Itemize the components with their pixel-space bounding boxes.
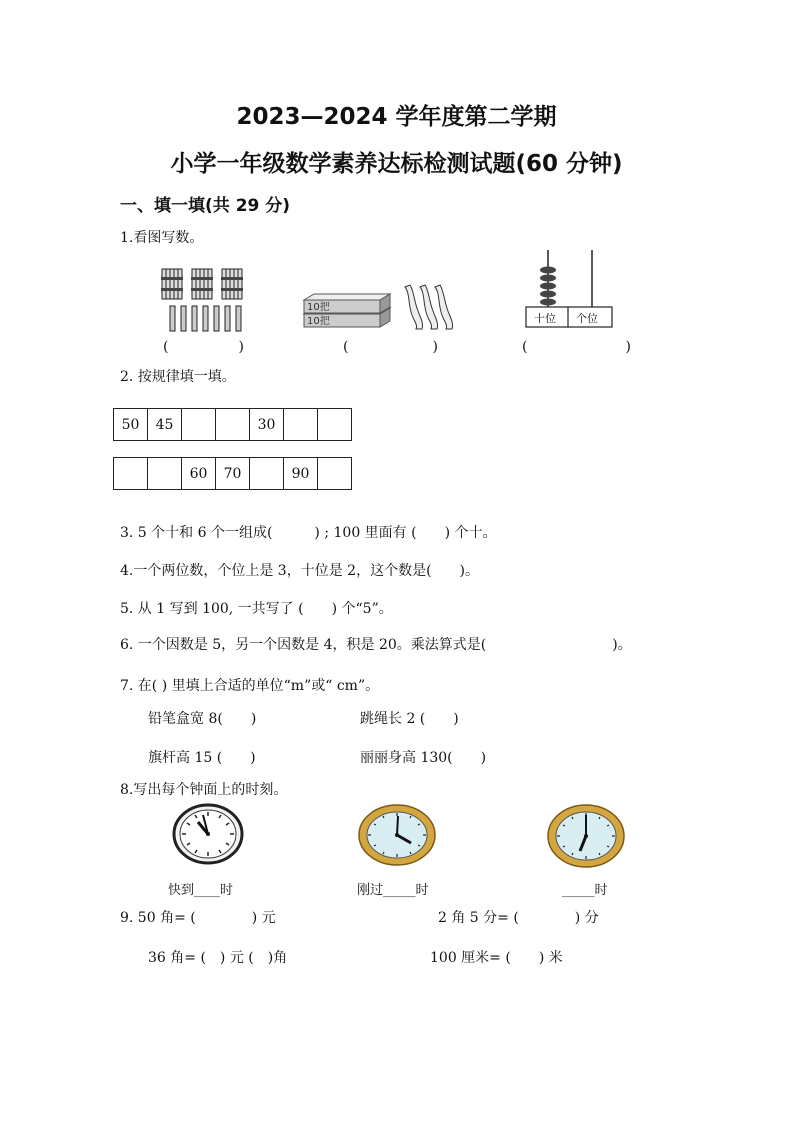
q7-item-flagpole: 旗杆高 15 ( ) — [148, 750, 256, 766]
seq2-cell: 70 — [216, 458, 250, 490]
books-rulers-figure — [300, 288, 392, 330]
clock-2-caption[interactable]: 刚过_____时 — [357, 883, 429, 898]
seq2-blank-cell[interactable] — [318, 458, 352, 490]
bundle-2 — [191, 269, 213, 299]
q7-item-pencil-box: 铅笔盒宽 8( ) — [148, 711, 257, 727]
answer-blank-2[interactable]: ( ) — [343, 339, 438, 355]
question-6: 6. 一个因数是 5，另一个因数是 4，积是 20。乘法算式是( )。 — [120, 637, 632, 653]
question-8: 8.写出每个钟面上的时刻。 — [120, 782, 288, 798]
abacus-tens-label: 十位 — [534, 312, 556, 325]
seq2-blank-cell[interactable] — [114, 458, 148, 490]
question-5: 5. 从 1 写到 100, 一共写了 ( ) 个“5”。 — [120, 601, 393, 617]
stick-bundles-figure — [158, 265, 250, 333]
question-9-item-3: 36 角= ( ) 元 ( )角 — [148, 950, 288, 966]
question-9-item-1: 9. 50 角= ( ) 元 — [120, 910, 276, 926]
question-3: 3. 5 个十和 6 个一组成( ) ; 100 里面有 ( ) 个十。 — [120, 525, 497, 541]
seq1-blank-cell[interactable] — [216, 409, 250, 441]
seq1-cell: 30 — [250, 409, 284, 441]
seq2-blank-cell[interactable] — [148, 458, 182, 490]
seq1-blank-cell[interactable] — [284, 409, 318, 441]
rulers-figure — [402, 283, 454, 331]
clock-1-caption[interactable]: 快到____时 — [168, 883, 234, 898]
book-label-top: 10把 — [307, 302, 330, 313]
page-title-line1: 2023—2024 学年度第二学期 — [236, 104, 557, 130]
seq1-cell: 45 — [148, 409, 182, 441]
question-9-item-2: 2 角 5 分= ( ) 分 — [438, 910, 599, 926]
seq1-blank-cell[interactable] — [182, 409, 216, 441]
answer-blank-3[interactable]: ( ) — [522, 339, 631, 355]
q7-item-jump-rope: 跳绳长 2 ( ) — [360, 711, 459, 727]
seq1-blank-cell[interactable] — [318, 409, 352, 441]
sequence-table-1 — [113, 408, 352, 441]
bundle-3 — [221, 269, 243, 299]
seq2-cell: 90 — [284, 458, 318, 490]
book-label-bottom: 10把 — [307, 316, 330, 327]
question-1: 1.看图写数。 — [120, 230, 204, 246]
question-7: 7. 在( ) 里填上合适的单位“m”或“ cm”。 — [120, 678, 380, 694]
abacus-figure — [524, 248, 616, 330]
seq2-blank-cell[interactable] — [250, 458, 284, 490]
sequence-table-2 — [113, 457, 352, 490]
seq1-cell: 50 — [114, 409, 148, 441]
question-2: 2. 按规律填一填。 — [120, 369, 236, 385]
question-9-item-4: 100 厘米= ( ) 米 — [430, 950, 563, 966]
bundle-1 — [161, 269, 183, 299]
page-title-line2: 小学一年级数学素养达标检测试题(60 分钟) — [170, 151, 623, 177]
abacus-ones-label: 个位 — [576, 312, 598, 325]
clock-1-icon — [172, 803, 244, 865]
single-sticks — [170, 306, 241, 331]
clock-2-icon — [357, 803, 437, 867]
seq2-cell: 60 — [182, 458, 216, 490]
question-4: 4.一个两位数，个位上是 3，十位是 2，这个数是( )。 — [120, 563, 479, 579]
q7-item-lili-height: 丽丽身高 130( ) — [360, 750, 487, 766]
clock-3-icon — [546, 803, 626, 869]
section-heading: 一、填一填(共 29 分) — [120, 196, 291, 216]
clock-3-caption[interactable]: _____时 — [562, 883, 608, 898]
answer-blank-1[interactable]: ( ) — [163, 339, 244, 355]
